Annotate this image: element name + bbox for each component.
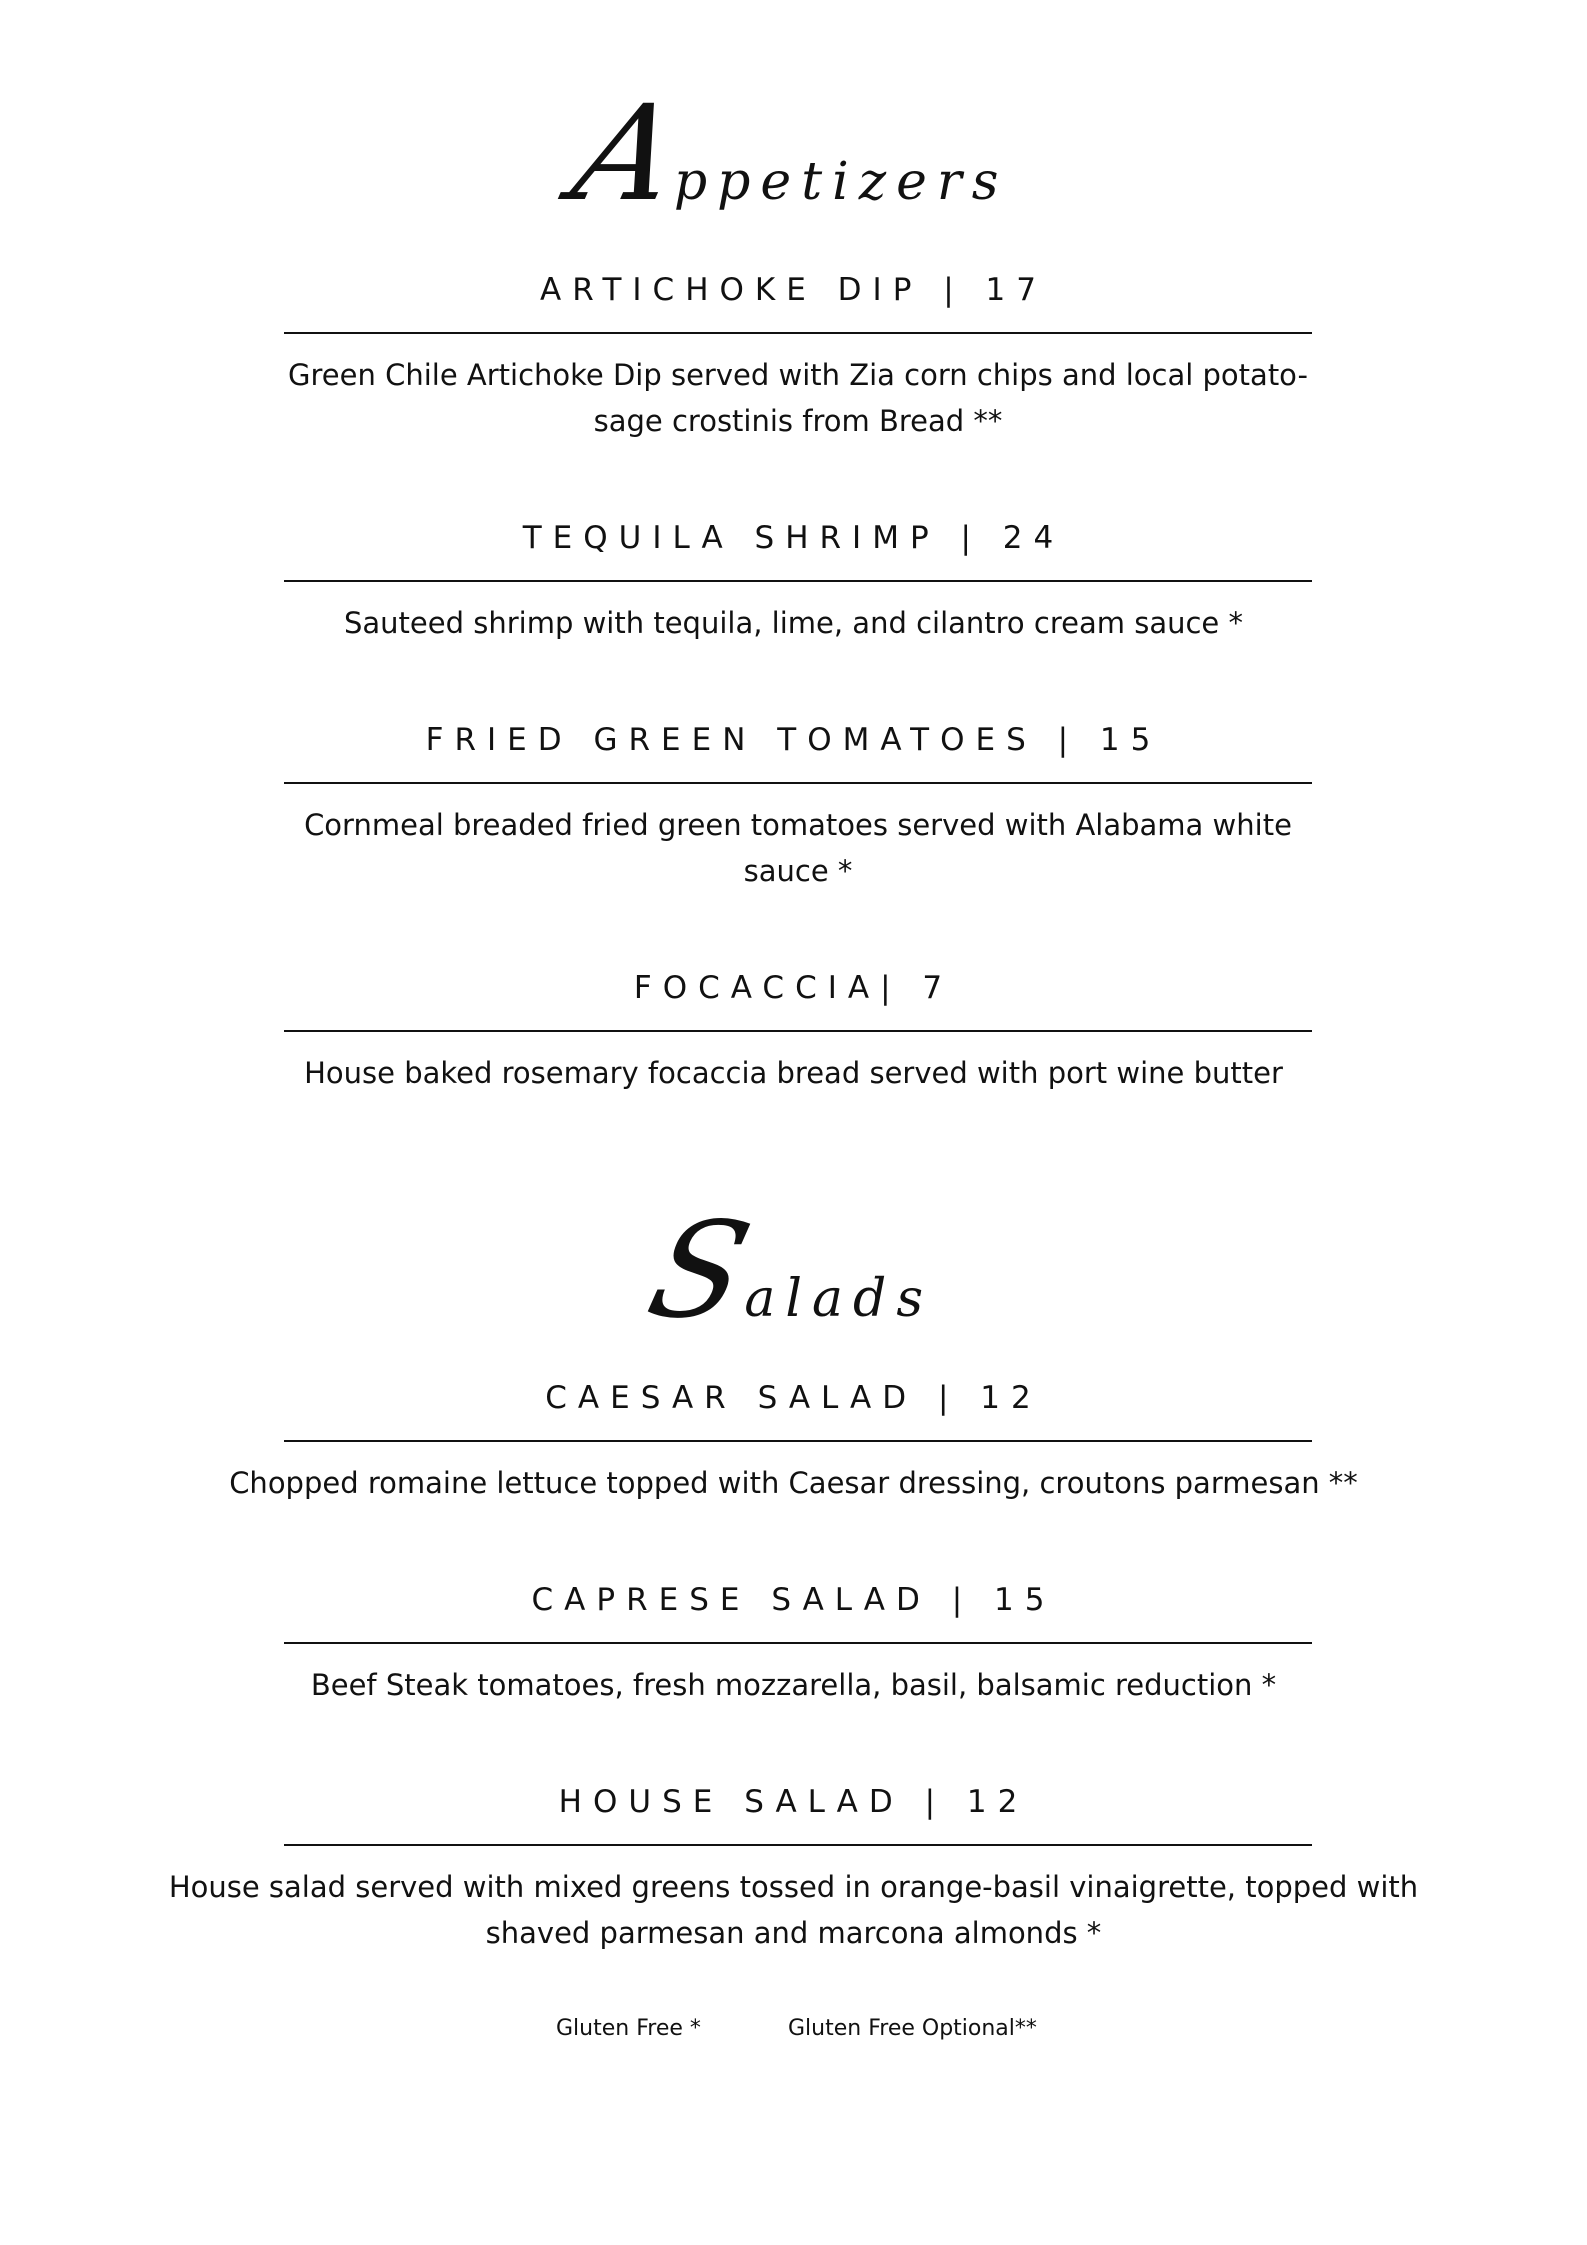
item-name: TEQUILA SHRIMP | 24 <box>522 520 1065 556</box>
salads-heading-rest: alads <box>744 1269 934 1329</box>
item-description: Cornmeal breaded fried green tomatoes served with Alabama white sauce * <box>304 808 1292 888</box>
item-name: FOCACCIA| 7 <box>633 970 954 1006</box>
salads-heading-initial: S <box>634 1194 764 1348</box>
appetizers-heading-rest: ppetizers <box>673 152 1009 212</box>
item-divider <box>284 580 1312 582</box>
item-description: Sauteed shrimp with tequila, lime, and cilantro cream sauce * <box>344 606 1243 640</box>
item-name: CAPRESE SALAD | 15 <box>531 1582 1056 1618</box>
appetizers-heading-initial: A <box>559 77 694 231</box>
item-description: Chopped romaine lettuce topped with Caesar dressing, croutons parmesan ** <box>229 1466 1358 1500</box>
legend-gluten-free-optional: Gluten Free Optional** <box>788 2016 1037 2041</box>
item-name: FRIED GREEN TOMATOES | 15 <box>425 722 1162 758</box>
item-description: House salad served with mixed greens tossed in orange-basil vinaigrette, topped with shaved parmesan and marcona almonds * <box>168 1870 1419 1950</box>
item-name: HOUSE SALAD | 12 <box>558 1784 1029 1820</box>
item-divider <box>284 1030 1312 1032</box>
item-divider <box>284 332 1312 334</box>
item-divider <box>284 1642 1312 1644</box>
appetizers-heading <box>0 77 1587 231</box>
item-description: House baked rosemary focaccia bread served with port wine butter <box>304 1056 1283 1090</box>
item-divider <box>284 782 1312 784</box>
item-divider <box>284 1440 1312 1442</box>
legend-gluten-free: Gluten Free * <box>556 2016 701 2041</box>
item-divider <box>284 1844 1312 1846</box>
item-description: Beef Steak tomatoes, fresh mozzarella, basil, balsamic reduction * <box>310 1668 1277 1702</box>
item-name: CAESAR SALAD | 12 <box>545 1380 1042 1416</box>
item-name: ARTICHOKE DIP | 17 <box>539 272 1047 308</box>
salads-heading <box>0 1194 1587 1348</box>
item-description: Green Chile Artichoke Dip served with Zia corn chips and local potato-sage crostinis from Bread ** <box>288 358 1308 438</box>
